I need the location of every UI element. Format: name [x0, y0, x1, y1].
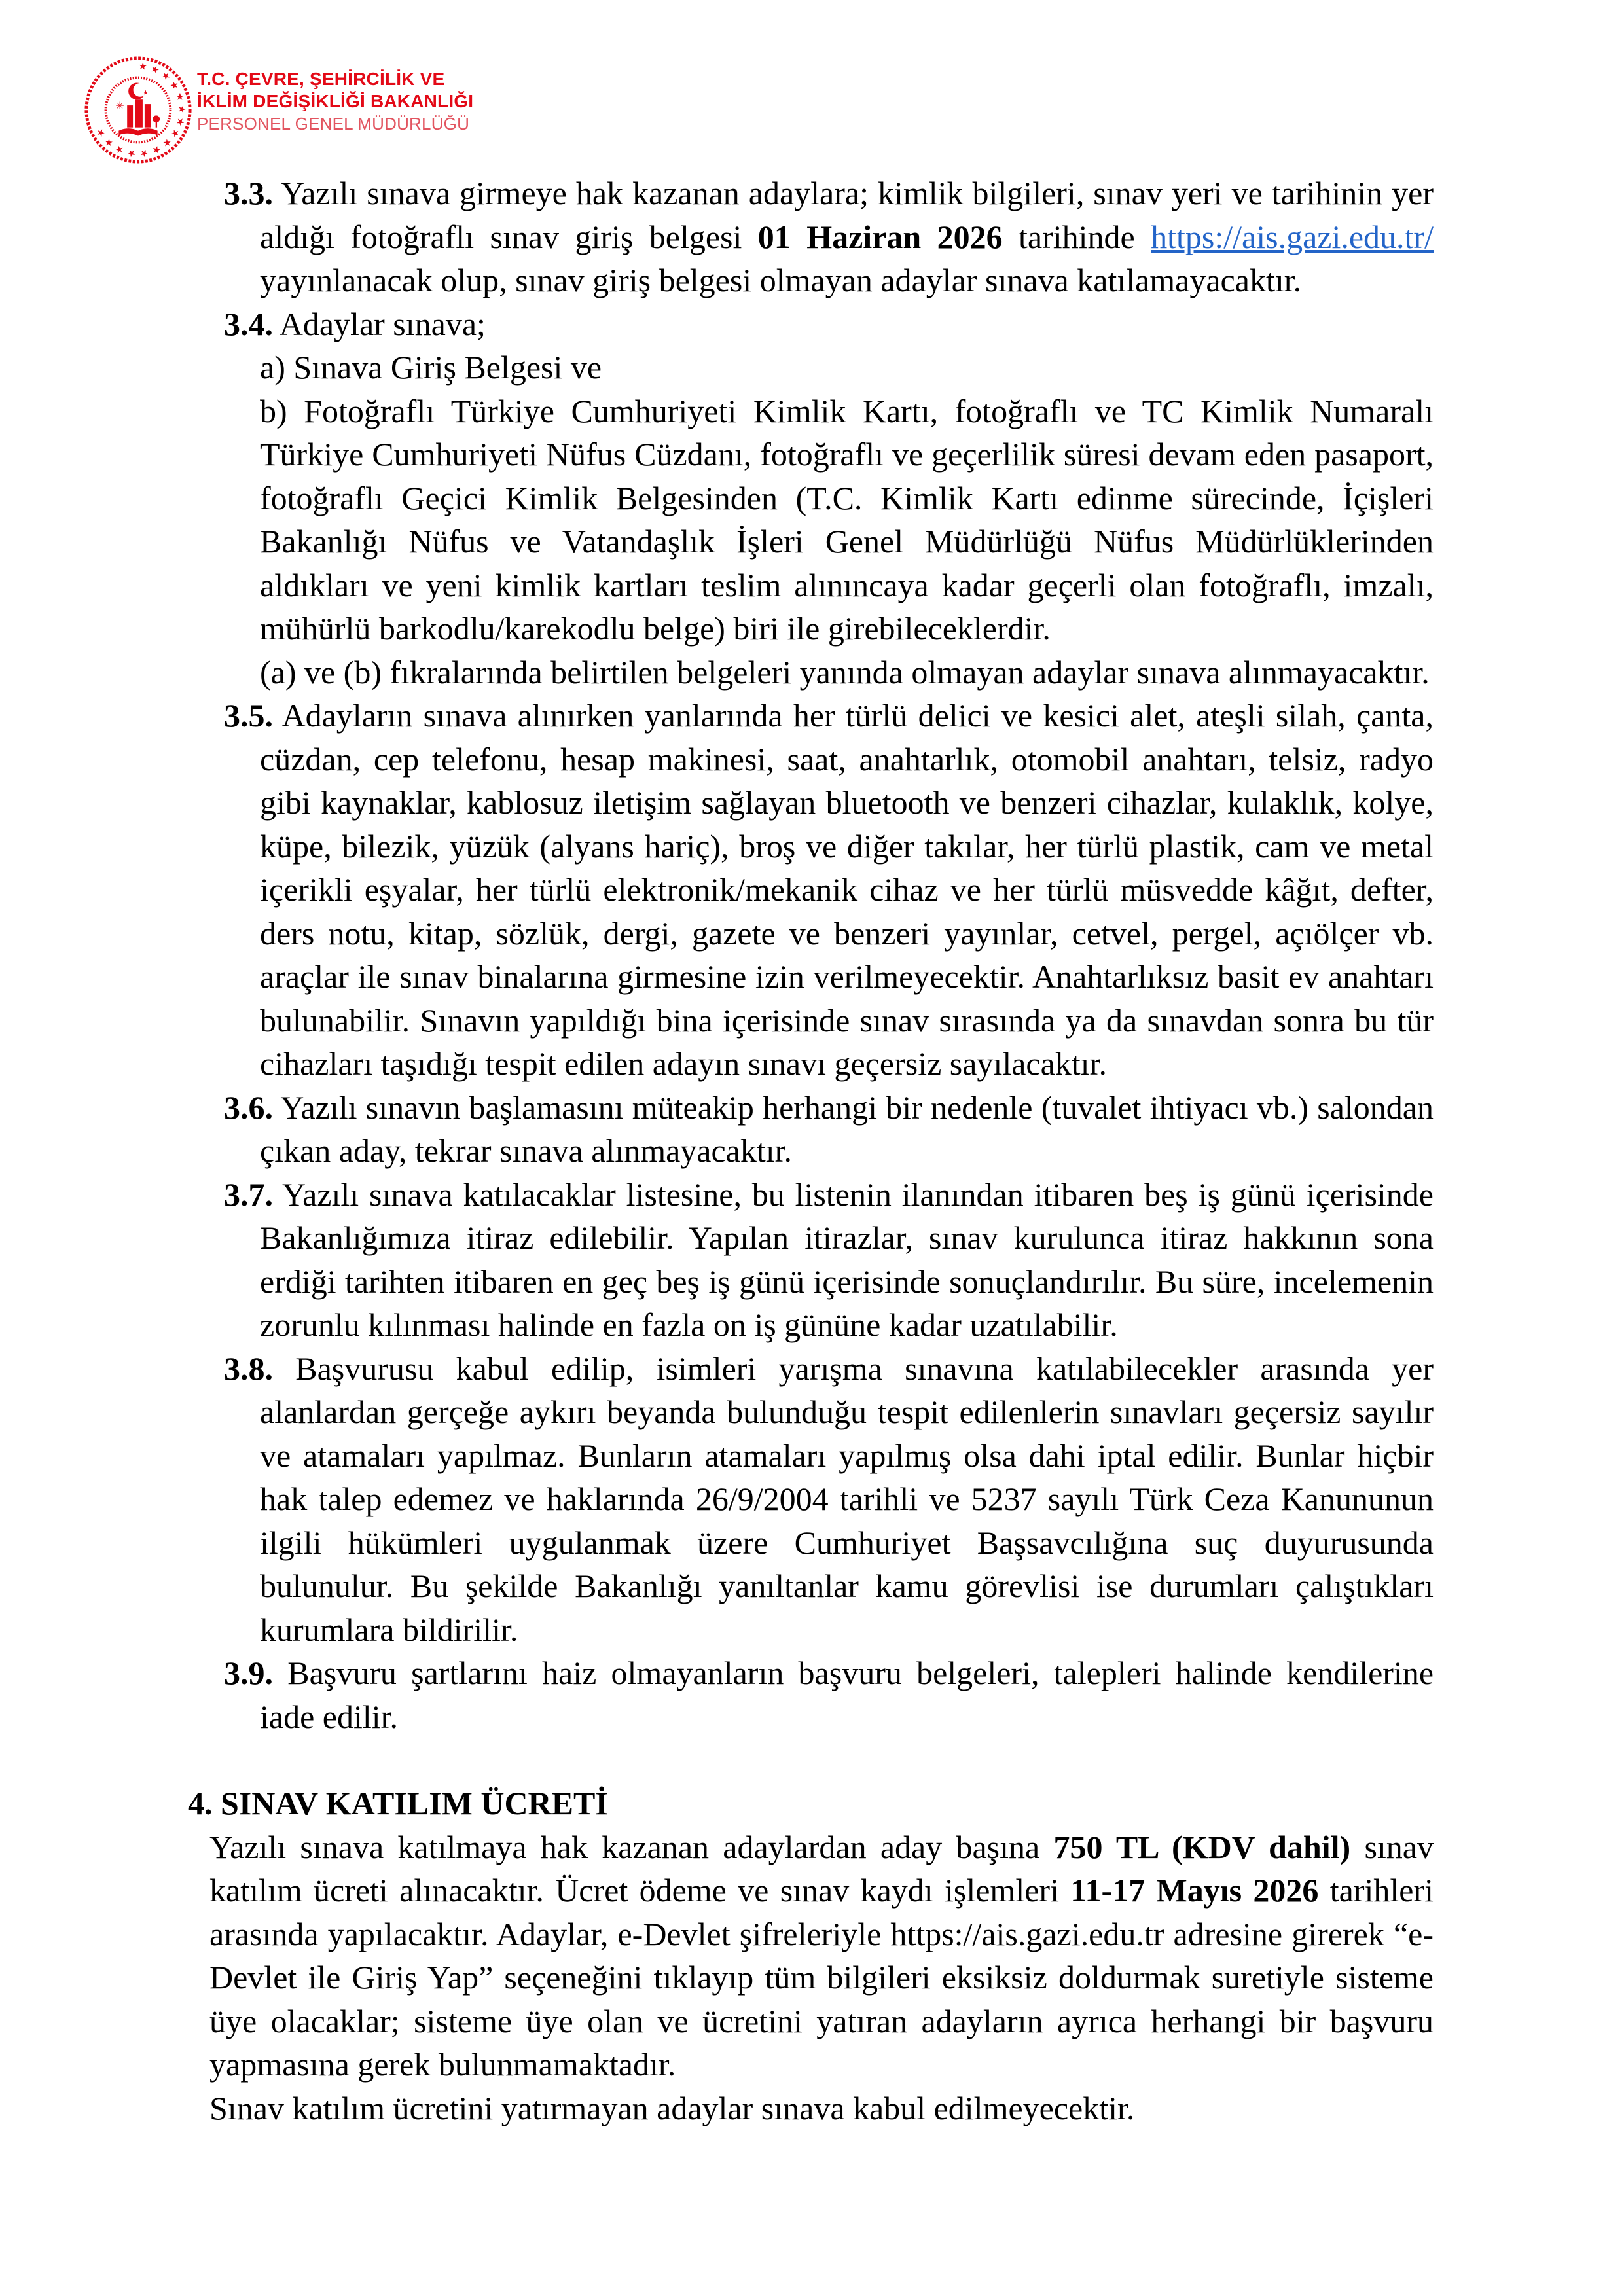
svg-text:★: ★ — [142, 89, 149, 97]
section-4-closing-line: Sınav katılım ücretini yatırmayan adaylar sınava kabul edilmeyecektir. — [209, 2089, 1135, 2126]
department-name: PERSONEL GENEL MÜDÜRLÜĞÜ — [197, 114, 470, 134]
section-4-paragraph: Yazılı sınava katılmaya hak kazanan adaylardan aday başına 750 TL (KDV dahil) sınav katılım ücreti alınacaktır. Ücret ödeme ve sınav kaydı işlemleri 11-17 Mayıs 2026 tarihleri arasında yapılacaktır. Adaylar, e-Devlet şifreleriyle https://ais.gazi.edu.tr adresine girerek “e-Devlet ile Giriş Yap” seçeneğini tıklayıp tüm bilgileri eksiksiz doldurmak suretiyle sisteme üye olacaklar; sisteme üye olan ve ücretini yatıran adayların ayrıca herhangi bir başvuru yapmasına gerek bulunmamaktadır. — [209, 1828, 1434, 2083]
item-3-9-paragraph — [224, 1651, 1434, 1738]
item-3-7-paragraph — [224, 1173, 1434, 1347]
item-3-4-intro: 3.4. Adaylar sınava; — [224, 305, 486, 342]
item-3-8-text: Başvurusu kabul edilip, isimleri yarışma sınavına katılabilecekler arasında yer alanlardan gerçeğe aykırı beyanda bulunduğu tespit edilenlerin sınavları geçersiz sayılır ve atamaları yapılmaz. Bunların atamaları yapılmış olsa dahi iptal edilir. Bunlar hiçbir hak talep edemez ve haklarında 26/9/2004 tarihli ve 5237 sayılı Türk Ceza Kanununun ilgili hükümleri uygulanmak üzere Cumhuriyet Başsavcılığına suç duyurusunda bulunulur. Bu şekilde Bakanlığı yanıltanlar kamu görevlisi ise durumları çalıştıkları kurumlara bildirilir. — [260, 1350, 1434, 1648]
item-3-3-text: Yazılı sınava girmeye hak kazanan adaylara; kimlik bilgileri, sınav yeri ve tarihinin yer aldığı fotoğraflı sınav giriş belgesi — [260, 175, 1434, 255]
item-3-5-paragraph — [224, 694, 1434, 1086]
exam-entry-link[interactable]: https://ais.gazi.edu.tr/ — [1151, 218, 1434, 255]
list-item-3-4 — [188, 302, 1434, 694]
item-number: 3.4. — [224, 305, 273, 342]
svg-text:★ ★ ★ ★ ★ ★ ★ ★ ★ ★ ★ ★ ★ ★ ★: ★ ★ ★ ★ ★ ★ ★ ★ ★ ★ ★ ★ ★ ★ ★ — [94, 60, 188, 160]
item-3-8-paragraph — [224, 1347, 1434, 1652]
item-number: 3.8. — [224, 1350, 273, 1387]
exam-document-date: 01 Haziran 2026 — [757, 218, 1003, 255]
item-3-4-sub-a: a) Sınava Giriş Belgesi ve — [260, 349, 602, 386]
list-item-3-9 — [188, 1651, 1434, 1738]
item-3-3-paragraph: 3.3. Yazılı sınava girmeye hak kazanan adaylara; kimlik bilgileri, sınav yeri ve tarihinin yer aldığı fotoğraflı sınav giriş belgesi 01 Haziran 2026 tarihinde https://ais.gazi.edu.tr/ yayınlanacak olup, sınav giriş belgesi olmayan adaylar sınava katılamayacaktır. — [224, 175, 1434, 298]
item-3-5-text: Adayların sınava alınırken yanlarında her türlü delici ve kesici alet, ateşli silah, çanta, cüzdan, cep telefonu, hesap makinesi, saat, anahtarlık, otomobil anahtarı, telsiz, radyo gibi kaynaklar, kablosuz iletişim sağlayan bluetooth ve benzeri cihazlar, kulaklık, kolye, küpe, bilezik, yüzük (alyans hariç), broş ve diğer takılar, her türlü plastik, cam ve metal içerikli eşyalar, her türlü elektronik/mekanik cihaz ve her türlü müsvedde kâğıt, defter, ders notu, kitap, sözlük, dergi, gazete ve benzeri yayınlar, cetvel, pergel, açıölçer vb. araçlar ile sınav binalarına girmesine izin verilmeyecektir. Anahtarlıksız basit ev anahtarı bulunabilir. Sınavın yapıldığı bina içerisinde sınav sırasında ya da sınavdan sonra bu tür cihazları taşıdığı tespit edilen adayın sınavı geçersiz sayılacaktır. — [260, 697, 1434, 1082]
item-3-4-sub-ab: (a) ve (b) fıkralarında belirtilen belgeleri yanında olmayan adaylar sınava alınmayacaktır. — [260, 653, 1430, 691]
item-number: 3.5. — [224, 697, 273, 734]
header-text-block — [197, 68, 473, 135]
item-3-9-text: Başvuru şartlarını haiz olmayanların başvuru belgeleri, talepleri halinde kendilerine iade edilir. — [260, 1655, 1434, 1735]
section-4-heading — [188, 1782, 1434, 1825]
document-body — [188, 171, 1434, 2130]
ministry-name-line1: T.C. ÇEVRE, ŞEHİRCİLİK VE — [197, 69, 445, 89]
item-3-6-paragraph — [224, 1086, 1434, 1173]
ministry-name-line2: İKLİM DEĞİŞİKLİĞİ BAKANLIĞI — [197, 91, 474, 111]
item-number: 3.6. — [224, 1088, 273, 1126]
section-number: 4. — [188, 1785, 213, 1821]
item-3-6-text: Yazılı sınavın başlamasını müteakip herhangi bir nedenle (tuvalet ihtiyacı vb.) salondan çıkan aday, tekrar sınava alınmayacaktır. — [260, 1088, 1434, 1169]
list-item-3-6 — [188, 1086, 1434, 1173]
item-number: 3.3. — [224, 175, 273, 211]
ministry-logo-icon — [83, 55, 193, 165]
list-item-3-7 — [188, 1173, 1434, 1347]
item-number: 3.7. — [224, 1175, 273, 1213]
item-number: 3.9. — [224, 1655, 273, 1691]
item-3-4-sub-b: b) Fotoğraflı Türkiye Cumhuriyeti Kimlik Kartı, fotoğraflı ve TC Kimlik Numaralı Türkiye Cumhuriyeti Nüfus Cüzdanı, fotoğraflı ve geçerlilik süresi devam eden pasaport, fotoğraflı Geçici Kimlik Belgesinden (T.C. Kimlik Kartı edinme sürecinde, İçişleri Bakanlığı Nüfus ve Vatandaşlık İşleri Genel Müdürlüğü Nüfus Müdürlüklerinden aldıkları ve yeni kimlik kartları teslim alınıncaya kadar geçerli olan fotoğraflı, imzalı, mühürlü barkodlu/karekodlu belge) biri ile girebileceklerdir. — [260, 392, 1434, 647]
item-3-7-text: Yazılı sınava katılacaklar listesine, bu listenin ilanından itibaren beş iş günü içerisinde Bakanlığımıza itiraz edilebilir. Yapılan itirazlar, sınav kurulunca itiraz hakkının sona erdiği tarihten itibaren en geç beş iş günü içerisinde sonuçlandırılır. Bu süre, incelemenin zorunlu kılınması halinde en fazla on iş gününe kadar uzatılabilir. — [260, 1175, 1434, 1343]
list-item-3-8 — [188, 1347, 1434, 1652]
svg-text:✳: ✳ — [115, 99, 124, 113]
section-4 — [188, 1782, 1434, 2130]
section-title: SINAV KATILIM ÜCRETİ — [221, 1785, 608, 1821]
list-item-3-3 — [188, 171, 1434, 302]
exam-fee-amount: 750 TL (KDV dahil) — [1053, 1828, 1351, 1865]
list-item-3-5 — [188, 694, 1434, 1086]
payment-date-range: 11-17 Mayıs 2026 — [1070, 1872, 1319, 1909]
